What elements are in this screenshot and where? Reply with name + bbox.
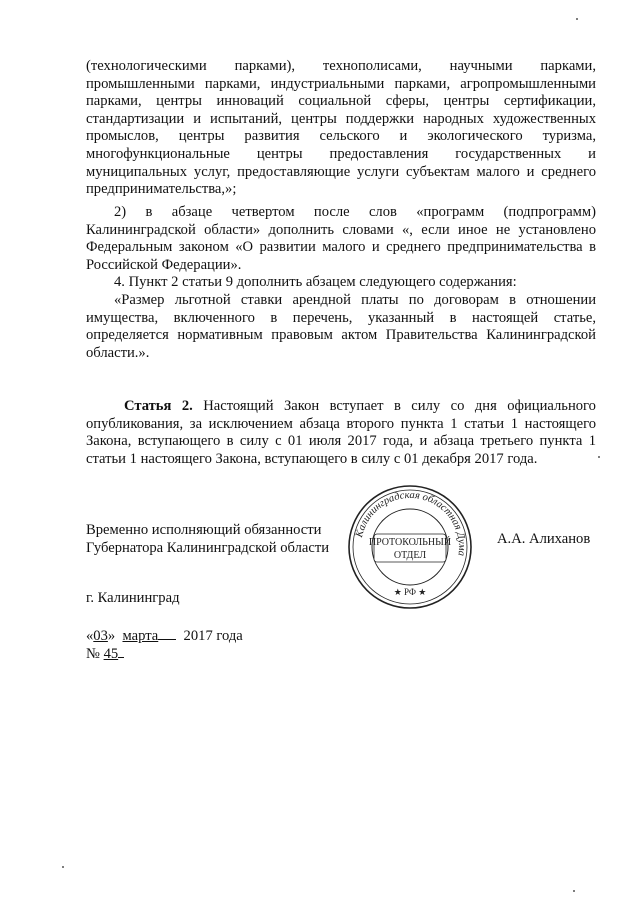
date-underline-filler	[158, 627, 176, 640]
signatory-title	[86, 522, 366, 557]
law-number	[86, 645, 124, 664]
official-seal-stamp	[345, 482, 475, 612]
number-underline-filler	[118, 645, 124, 658]
signatory-name: А.А. Алиханов	[497, 531, 591, 547]
number-value: 45	[103, 646, 119, 662]
paragraph-3: 4. Пункт 2 статьи 9 дополнить абзацем следующего содержания:	[114, 274, 517, 290]
paragraph-4: «Размер льготной ставки арендной платы по договорам в отношении имущества, включенного в перечень, указанный в настоящей статье, определяется нормативным правовым актом Правительства Калининградской области.».	[86, 292, 596, 361]
seal-bottom-emblem: ★ РФ ★	[393, 587, 427, 597]
scan-speck	[62, 866, 64, 868]
signing-date	[86, 627, 243, 646]
date-month: марта	[122, 628, 159, 644]
scan-speck	[598, 456, 600, 458]
date-year: 2017 года	[183, 628, 243, 644]
place-of-signing: г. Калининград	[86, 590, 180, 606]
seal-center-line-1: ПРОТОКОЛЬНЫЙ	[368, 537, 452, 548]
signatory-line-2: Губернатора Калининградской области	[86, 539, 330, 556]
article-2-paragraph	[86, 398, 596, 468]
paragraph-1: (технологическими парками), технополисами, научными парками, промышленными парками, индустриальными парками, агропромышленными парками, центры инноваций социальной сферы, центры сертификации, стандартизации и испытаний, центры поддержки народных художественных промыслов, центры развития сельского и экологического туризма, многофункциональные центры предоставления государственных и муниципальных услуг, предоставляющие услуги субъектам малого и среднего предпринимательства,»;	[86, 58, 596, 198]
number-label: №	[86, 646, 100, 662]
date-day: 03	[93, 628, 108, 644]
date-close-quote: »	[107, 628, 116, 644]
article-2-text: Настоящий Закон вступает в силу со дня официального опубликования, за исключением абзаца второго пункта 1 статьи 1 настоящего Закона, вступающего в силу с 01 июля 2017 года, и абзаца третьего пункта 1 статьи 1 настоящего Закона, вступающего в силу с 01 декабря 2017 года.	[86, 398, 596, 467]
article-2-label: Статья 2.	[124, 398, 193, 414]
signatory-line-1: Временно исполняющий обязанности	[86, 522, 322, 538]
seal-center-line-2: ОТДЕЛ	[393, 550, 427, 561]
scan-speck	[576, 18, 578, 20]
paragraph-2: 2) в абзаце четвертом после слов «программ (подпрограмм) Калининградской области» дополнить словами «, если иное не установлено Федеральным законом «О развитии малого и среднего предпринимательства в Российской Федерации».	[86, 204, 596, 273]
date-open-quote: «	[86, 628, 94, 644]
scan-speck	[573, 890, 575, 892]
seal-ring-text: Калининградская областная Дума	[353, 489, 468, 557]
